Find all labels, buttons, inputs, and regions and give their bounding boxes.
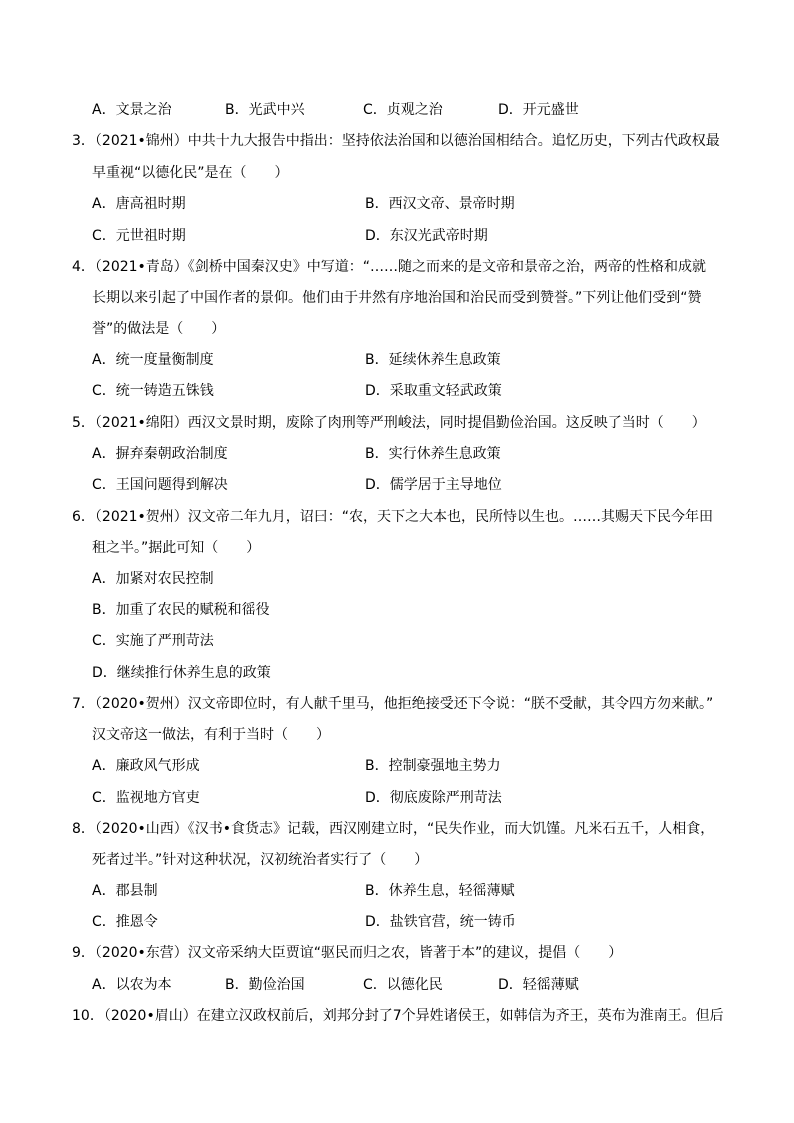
q5-option-a: A．摒弃秦朝政治制度	[92, 446, 228, 462]
q5-stem-line1: 5．（2021•绵阳）西汉文景时期，废除了肉刑等严刑峻法，同时提倡勤俭治国。这反映了当时（ ）	[72, 415, 706, 431]
q3-option-d: D．东汉光武帝时期	[365, 228, 488, 244]
q6-option-c: C．实施了严刑苛法	[92, 633, 214, 649]
q5-option-d: D．儒学居于主导地位	[365, 477, 502, 493]
q3-option-a: A．唐高祖时期	[92, 196, 186, 212]
q8-stem-line1: 8．（2020•山西）《汉书•食货志》记载，西汉刚建立时，“民失作业，而大饥馑。凡米石五千，人相食，	[72, 821, 715, 837]
q9-option-d: D．轻徭薄赋	[498, 977, 579, 993]
q10-stem-line1: 10．（2020•眉山）在建立汉政权前后，刘邦分封了7个异姓诸侯王，如韩信为齐王，英布为淮南王。但后	[72, 1008, 724, 1024]
q3-option-c: C．元世祖时期	[92, 228, 186, 244]
q7-option-a: A．廉政风气形成	[92, 758, 200, 774]
q6-option-d: D．继续推行休养生息的政策	[92, 665, 271, 681]
q5-option-b: B．实行休养生息政策	[365, 446, 501, 462]
q3-option-b: B．西汉文帝、景帝时期	[365, 196, 515, 212]
q8-option-c: C．推恩令	[92, 914, 158, 930]
q8-option-d: D．盐铁官营，统一铸币	[365, 914, 516, 930]
q9-option-c: C．以德化民	[363, 977, 443, 993]
q7-stem-line2: 汉文帝这一做法，有利于当时（ ）	[92, 727, 330, 743]
q6-option-a: A．加紧对农民控制	[92, 571, 214, 587]
q4-stem-line2: 长期以来引起了中国作者的景仰。他们由于井然有序地治国和治民而受到赞誉。”下列让他们受到“赞	[92, 290, 702, 306]
q4-option-c: C．统一铸造五铢钱	[92, 383, 214, 399]
q8-option-b: B．休养生息，轻徭薄赋	[365, 883, 515, 899]
q7-option-b: B．控制豪强地主势力	[365, 758, 501, 774]
q9-option-a: A．以农为本	[92, 977, 172, 993]
q4-stem-line1: 4．（2021•青岛）《剑桥中国秦汉史》中写道：“……随之而来的是文帝和景帝之治，两帝的性格和成就	[72, 259, 707, 275]
q2-option-c: C．贞观之治	[363, 102, 443, 118]
q6-stem-line1: 6．（2021•贺州）汉文帝二年九月，诏曰：“农，天下之大本也，民所恃以生也。……其赐天下民今年田	[72, 509, 714, 525]
q9-stem-line1: 9．（2020•东营）汉文帝采纳大臣贾谊“驱民而归之农，皆著于本”的建议，提倡（ ）	[72, 945, 623, 961]
q7-option-c: C．监视地方官吏	[92, 790, 200, 806]
q3-stem-line1: 3．（2021•锦州）中共十九大报告中指出：坚持依法治国和以德治国相结合。追忆历史，下列古代政权最	[72, 133, 720, 149]
q2-option-a: A．文景之治	[92, 102, 172, 118]
q4-option-d: D．采取重文轻武政策	[365, 383, 502, 399]
q4-option-b: B．延续休养生息政策	[365, 352, 501, 368]
q7-stem-line1: 7．（2020•贺州）汉文帝即位时，有人献千里马，他拒绝接受还下令说：“朕不受献，其令四方勿来献。”	[72, 696, 714, 712]
q9-option-b: B．勤俭治国	[225, 977, 305, 993]
q6-stem-line2: 租之半。”据此可知（ ）	[92, 540, 261, 556]
q8-stem-line2: 死者过半。”针对这种状况，汉初统治者实行了（ ）	[92, 852, 429, 868]
q6-option-b: B．加重了农民的赋税和徭役	[92, 602, 270, 618]
q7-option-d: D．彻底废除严刑苛法	[365, 790, 502, 806]
q5-option-c: C．王国问题得到解决	[92, 477, 228, 493]
q8-option-a: A．郡县制	[92, 883, 158, 899]
q3-stem-line2: 早重视“以德化民”是在（ ）	[92, 165, 289, 181]
q4-stem-line3: 誉”的做法是（ ）	[92, 321, 226, 337]
q2-option-b: B．光武中兴	[225, 102, 305, 118]
q4-option-a: A．统一度量衡制度	[92, 352, 214, 368]
q2-option-d: D．开元盛世	[498, 102, 579, 118]
